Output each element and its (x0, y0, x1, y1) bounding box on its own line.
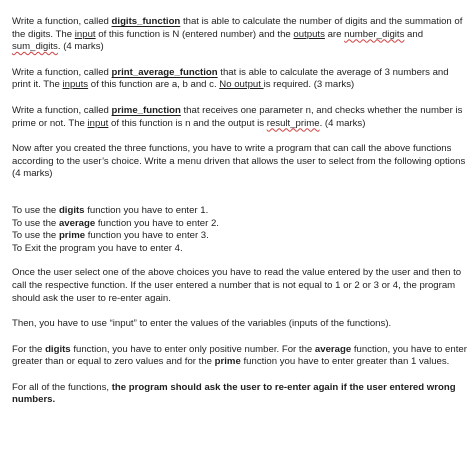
output-name-result-prime: result_prime (266, 117, 320, 129)
paragraph-read-choice: Once the user select one of the above choices you have to read the value entered by the user and then to call the respective function. If the user entered a number that is not equal to 1 or 2 or 3 or 4, the program should ask the user to re-enter again. (12, 267, 462, 304)
assignment-document (12, 16, 468, 420)
function-name-digits: digits_function (111, 16, 181, 27)
text: Write a function, called (12, 66, 112, 78)
output-name-sum-digits: sum_digits (12, 41, 58, 53)
text: function, you have to enter greater than or equal to zero values and for the (12, 343, 467, 368)
text: function you have to enter 3. (85, 230, 209, 242)
bold-prime: prime (58, 230, 86, 242)
text: is required. (3 marks) (263, 79, 355, 91)
text: To use the (12, 204, 59, 216)
bold-re-enter-rule: the program should ask the user to re-enter again if the user entered wrong numbers. (12, 381, 456, 406)
text: Write a function, called (12, 16, 112, 27)
paragraph-use-input: Then, you have to use “input” to enter the values of the variables (inputs of the functions). (12, 318, 392, 330)
function-name-prime: prime_function (111, 104, 181, 116)
function-name-average: print_average_function (111, 66, 218, 78)
bold-prime: prime (214, 356, 241, 368)
menu-option-4: To Exit the program you have to enter 4. (12, 242, 183, 254)
menu-option-1 (12, 205, 468, 218)
paragraph-digits-function (12, 16, 468, 54)
text: and (404, 28, 424, 40)
text: Write a function, called (12, 104, 112, 116)
underlined-input: input (74, 28, 96, 40)
menu-option-3 (12, 230, 468, 243)
text: . (4 marks) (57, 41, 104, 53)
bold-average: average (314, 343, 352, 355)
text: function you have to enter 1. (84, 204, 209, 216)
text: of this function is n and the output is (108, 117, 267, 129)
paragraph-prime-function (12, 105, 468, 130)
text: For all of the functions, (12, 381, 112, 393)
underlined-input: input (87, 117, 109, 129)
text: that receives one parameter n, and checks whether the number is prime or not. The (12, 104, 463, 129)
text: of this function is N (entered number) and the (95, 28, 294, 40)
bold-average: average (58, 217, 96, 229)
menu-option-2 (12, 218, 468, 231)
bold-digits: digits (45, 343, 71, 355)
text: function you have to enter 2. (95, 217, 219, 229)
text: of this function are a, b and c. (88, 79, 220, 91)
text: function, you have to enter only positive number. For the (70, 343, 315, 355)
text: function you have to enter greater than 1 values. (240, 356, 450, 368)
text: are (324, 28, 345, 40)
text: that is able to calculate the number of digits and the summation of the digits. The (12, 16, 463, 40)
paragraph-menu-intro: Now after you created the three functions, you have to write a program that can call the above functions according to the user’s choice. Write a menu driven that allows the user to select from the following options (4 marks) (12, 143, 466, 180)
paragraph-value-constraints (12, 344, 468, 369)
output-name-number-digits: number_digits (344, 28, 405, 40)
underlined-inputs: inputs (62, 79, 89, 91)
text: To use the (12, 230, 59, 242)
underlined-outputs: outputs (293, 28, 325, 40)
paragraph-re-enter (12, 382, 468, 407)
bold-digits: digits (58, 204, 85, 216)
underlined-no-output: No output (219, 79, 264, 91)
text: . (4 marks) (319, 117, 366, 129)
text: that is able to calculate the average of 3 numbers and print it. The (12, 66, 449, 91)
menu-options (12, 205, 468, 255)
text: To use the (12, 217, 59, 229)
paragraph-average-function (12, 67, 468, 92)
text: For the (12, 343, 46, 355)
